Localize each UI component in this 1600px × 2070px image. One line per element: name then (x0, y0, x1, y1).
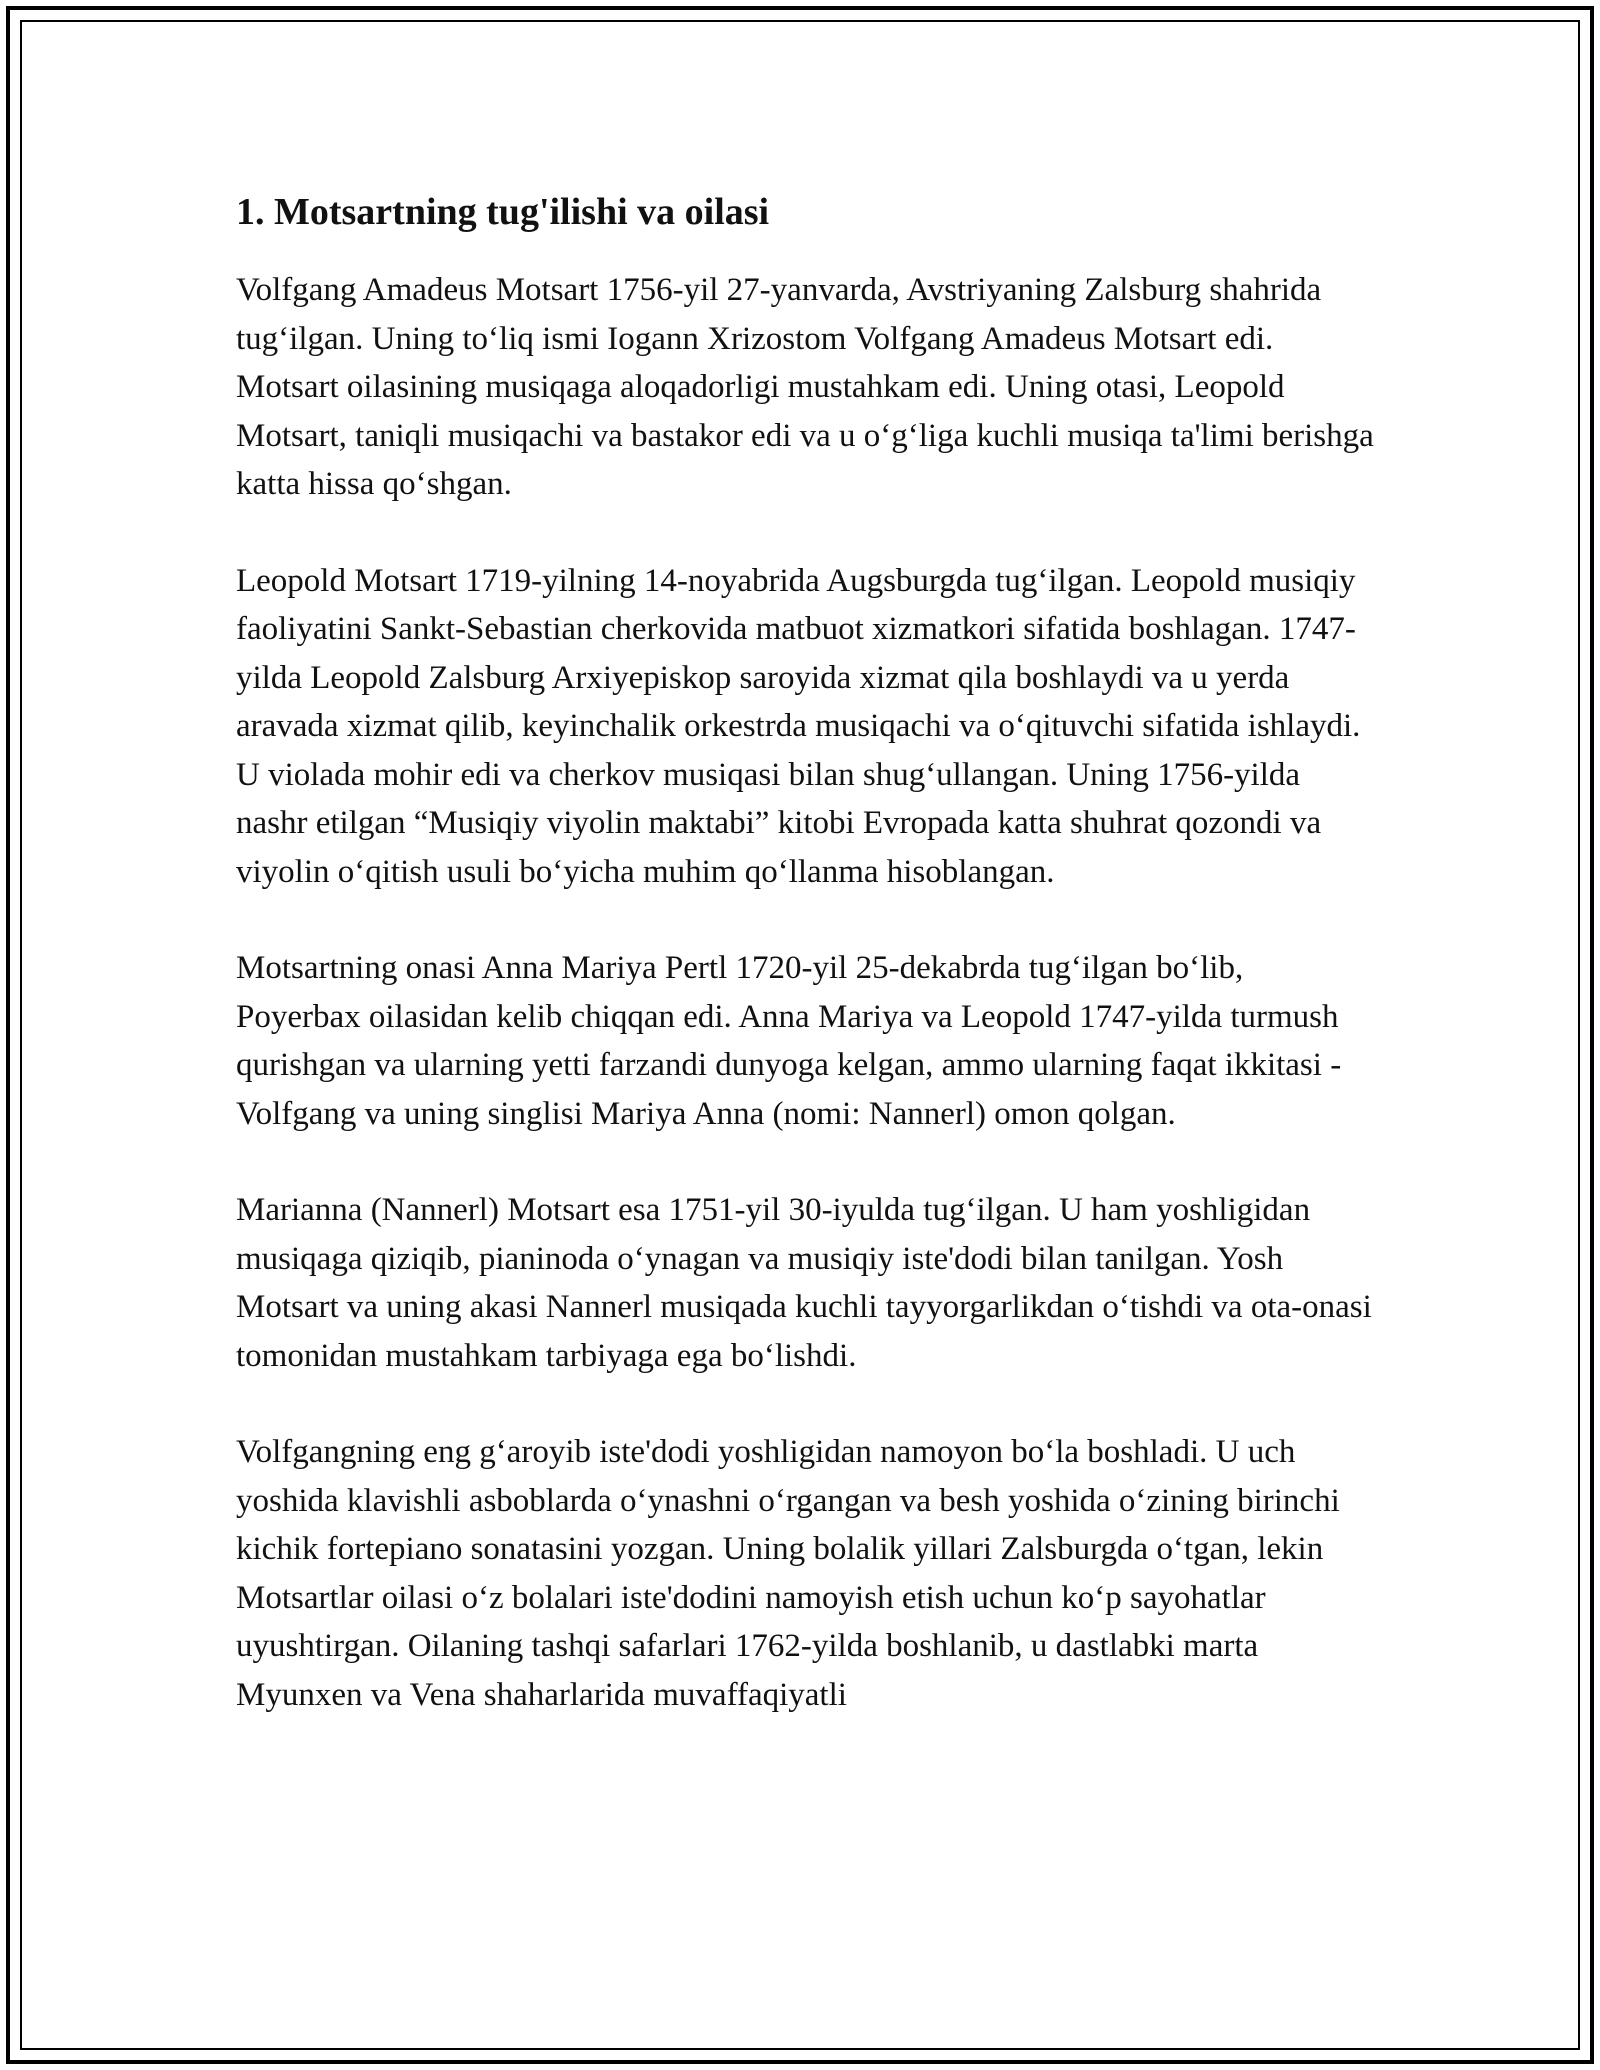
paragraph-birth: Volfgang Amadeus Motsart 1756-yil 27-yanvarda, Avstriyaning Zalsburg shahrida tug‘ilgan. Uning to‘liq ismi Iogann Xrizostom Volfgang Amadeus Motsart edi. Motsart oilasining musiqaga aloqadorligi mustahkam edi. Uning otasi, Leopold Motsart, taniqli musiqachi va bastakor edi va u o‘g‘liga kuchli musiqa ta'limi berishga katta hissa qo‘shgan. (236, 272, 1374, 502)
paragraph-mother: Motsartning onasi Anna Mariya Pertl 1720-yil 25-dekabrda tug‘ilgan bo‘lib, Poyerbax oilasidan kelib chiqqan edi. Anna Mariya va Leopold 1747-yilda turmush qurishgan va ularning yetti farzandi dunyoga kelgan, ammo ularning faqat ikkitasi - Volfgang va uning singlisi Mariya Anna (nomi: Nannerl) omon qolgan. (236, 950, 1342, 1132)
document-body (236, 186, 1376, 1767)
paragraph-nannerl: Marianna (Nannerl) Motsart esa 1751-yil 30-iyulda tug‘ilgan. U ham yoshligidan musiqaga qiziqib, pianinoda o‘ynagan va musiqiy iste'dodi bilan tanilgan. Yosh Motsart va uning akasi Nannerl musiqada kuchli tayyorgarlikdan o‘tishdi va ota-onasi tomonidan mustahkam tarbiyaga ega bo‘lishdi. (236, 1192, 1372, 1374)
paragraph-leopold: Leopold Motsart 1719-yilning 14-noyabrida Augsburgda tug‘ilgan. Leopold musiqiy faoliyatini Sankt-Sebastian cherkovida matbuot xizmatkori sifatida boshlagan. 1747-yilda Leopold Zalsburg Arxiyepiskop saroyida xizmat qila boshlaydi va u yerda aravada xizmat qilib, keyinchalik orkestrda musiqachi va o‘qituvchi sifatida ishlaydi. U violada mohir edi va cherkov musiqasi bilan shug‘ullangan. Uning 1756-yilda nashr etilgan “Musiqiy viyolin maktabi” kitobi Evropada katta shuhrat qozondi va viyolin o‘qitish usuli bo‘yicha muhim qo‘llanma hisoblangan. (236, 562, 1361, 890)
paragraph-talent: Volfgangning eng g‘aroyib iste'dodi yoshligidan namoyon bo‘la boshladi. U uch yoshida klavishli asboblarda o‘ynashni o‘rgangan va besh yoshida o‘zining birinchi kichik fortepiano sonatasini yozgan. Uning bolalik yillari Zalsburgda o‘tgan, lekin Motsartlar oilasi o‘z bolalari iste'dodini namoyish etish uchun ko‘p sayohatlar uyushtirgan. Oilaning tashqi safarlari 1762-yilda boshlanib, u dastlabki marta Myunxen va Vena shaharlarida muvaffaqiyatli (236, 1434, 1340, 1713)
section-heading: 1. Motsartning tug'ilishi va oilasi (236, 191, 770, 233)
